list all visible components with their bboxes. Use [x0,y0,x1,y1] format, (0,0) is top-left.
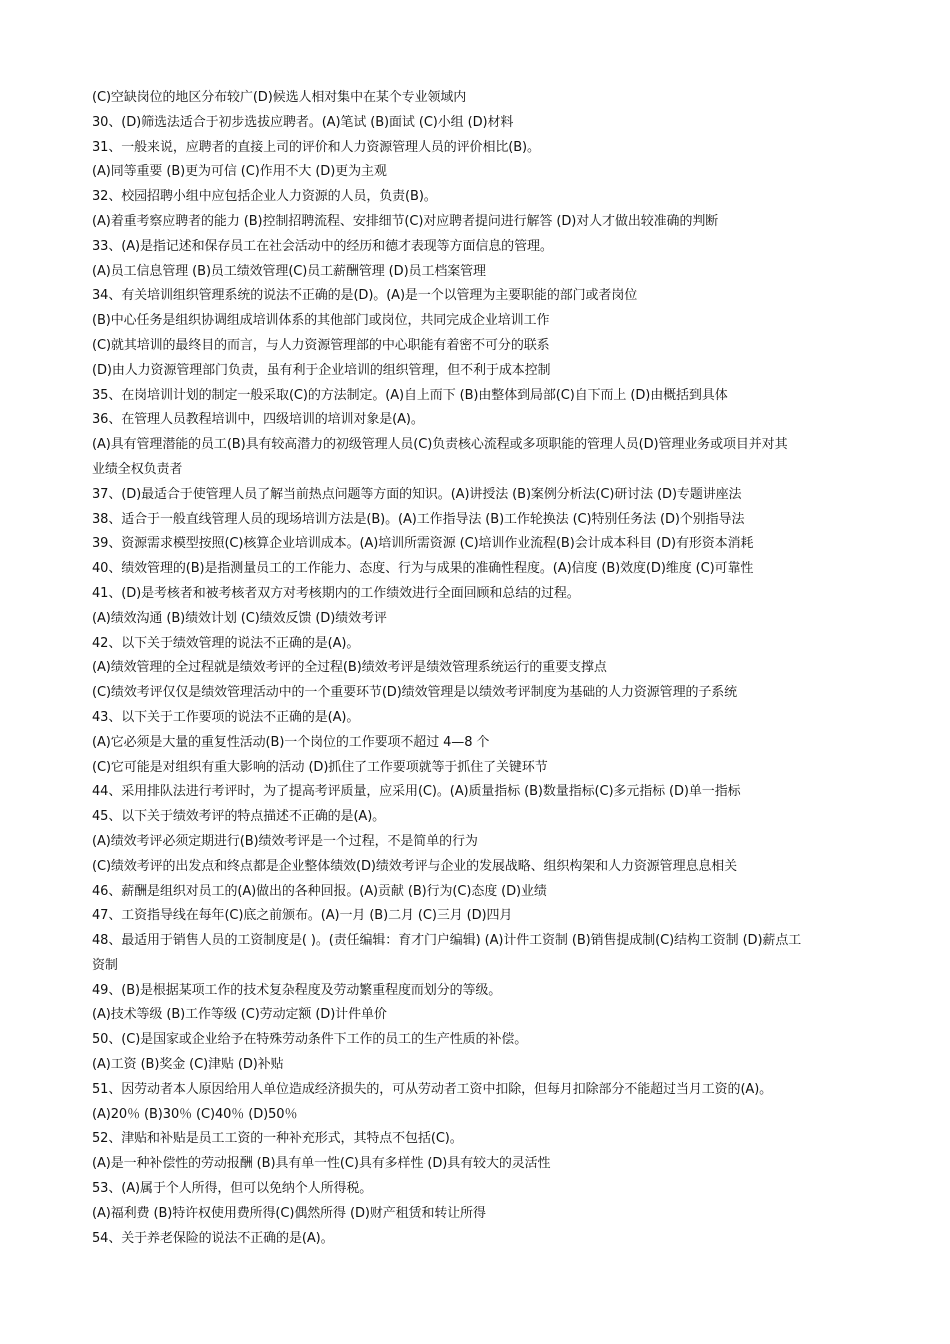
text-line: (B)中心任务是组织协调组成培训体系的其他部门或岗位，共同完成企业培训工作 [92,313,550,329]
text-line: (A)它必须是大量的重复性活动(B)一个岗位的工作要项不超过 4—8 个 [92,734,490,750]
document-page [92,86,882,1251]
text-line: (A)福利费 (B)特许权使用费所得(C)偶然所得 (D)财产租赁和转让所得 [92,1205,486,1221]
text-line: 48、最适用于销售人员的工资制度是( )。(责任编辑：育才门户编辑) (A)计件工资制 (B)销售提成制(C)结构工资制 (D)薪点工 [92,933,802,949]
text-line: 36、在管理人员教程培训中，四级培训的培训对象是(A)。 [92,412,424,428]
text-line: 34、有关培训组织管理系统的说法不正确的是(D)。(A)是一个以管理为主要职能的部门或者岗位 [92,288,638,304]
text-line: 31、一般来说，应聘者的直接上司的评价和人力资源管理人员的评价相比(B)。 [92,139,540,155]
text-line: 资制 [92,957,118,973]
text-line: 49、(B)是根据某项工作的技术复杂程度及劳动繁重程度而划分的等级。 [92,982,502,998]
text-line: 50、(C)是国家或企业给予在特殊劳动条件下工作的员工的生产性质的补偿。 [92,1032,528,1048]
text-line: (A)绩效考评必须定期进行(B)绩效考评是一个过程，不是简单的行为 [92,833,478,849]
text-line: (D)由人力资源管理部门负责，虽有利于企业培训的组织管理，但不利于成本控制 [92,362,551,378]
text-line: (C)空缺岗位的地区分布较广(D)候选人相对集中在某个专业领域内 [92,90,467,105]
text-line: 38、适合于一般直线管理人员的现场培训方法是(B)。(A)工作指导法 (B)工作轮换法 (C)特别任务法 (D)个别指导法 [92,511,745,527]
text-line: (A)着重考察应聘者的能力 (B)控制招聘流程、安排细节(C)对应聘者提问进行解答 (D)对人才做出较准确的判断 [92,213,719,229]
text-line: 30、(D)筛选法适合于初步选拔应聘者。(A)笔试 (B)面试 (C)小组 (D)材料 [92,114,514,130]
text-line: (C)它可能是对组织有重大影响的活动 (D)抓住了工作要项就等于抓住了关键环节 [92,759,548,775]
text-line: 40、绩效管理的(B)是指测量员工的工作能力、态度、行为与成果的准确性程度。(A)信度 (B)效度(D)维度 (C)可靠性 [92,561,754,577]
text-line: 33、(A)是指记述和保存员工在社会活动中的经历和德才表现等方面信息的管理。 [92,238,553,254]
text-line: (A)绩效沟通 (B)绩效计划 (C)绩效反馈 (D)绩效考评 [92,610,387,626]
text-line: (C)绩效考评仅仅是绩效管理活动中的一个重要环节(D)绩效管理是以绩效考评制度为基础的人力资源管理的子系统 [92,685,738,701]
text-line: 45、以下关于绩效考评的特点描述不正确的是(A)。 [92,809,386,825]
text-line: (C)绩效考评的出发点和终点都是企业整体绩效(D)绩效考评与企业的发展战略、组织构架和人力资源管理息息相关 [92,858,738,874]
text-line: 42、以下关于绩效管理的说法不正确的是(A)。 [92,635,360,651]
text-line: 51、因劳动者本人原因给用人单位造成经济损失的，可从劳动者工资中扣除，但每月扣除部分不能超过当月工资的(A)。 [92,1081,773,1097]
text-line: 44、采用排队法进行考评时，为了提高考评质量，应采用(C)。(A)质量指标 (B)数量指标(C)多元指标 (D)单一指标 [92,784,741,800]
text-line: (A)绩效管理的全过程就是绩效考评的全过程(B)绩效考评是绩效管理系统运行的重要支撑点 [92,660,607,676]
text-line: (A)员工信息管理 (B)员工绩效管理(C)员工薪酬管理 (D)员工档案管理 [92,263,486,279]
text-line: 37、(D)最适合于使管理人员了解当前热点问题等方面的知识。(A)讲授法 (B)案例分析法(C)研讨法 (D)专题讲座法 [92,486,742,502]
text-line: 32、校园招聘小组中应包括企业人力资源的人员，负责(B)。 [92,189,437,205]
text-line: 41、(D)是考核者和被考核者双方对考核期内的工作绩效进行全面回顾和总结的过程。 [92,585,580,601]
text-line: 43、以下关于工作要项的说法不正确的是(A)。 [92,709,360,725]
text-line: 35、在岗培训计划的制定一般采取(C)的方法制定。(A)自上而下 (B)由整体到局部(C)自下而上 (D)由概括到具体 [92,387,728,403]
text-line: 54、关于养老保险的说法不正确的是(A)。 [92,1230,334,1246]
text-line: 53、(A)属于个人所得，但可以免纳个人所得税。 [92,1181,373,1197]
text-line: (A)是一种补偿性的劳动报酬 (B)具有单一性(C)具有多样性 (D)具有较大的灵活性 [92,1156,551,1172]
text-line: (A)20％ (B)30％ (C)40％ (D)50％ [92,1106,298,1122]
text-line: 47、工资指导线在每年(C)底之前颁布。(A)一月 (B)二月 (C)三月 (D)四月 [92,908,513,924]
text-line: 39、资源需求模型按照(C)核算企业培训成本。(A)培训所需资源 (C)培训作业流程(B)会计成本科目 (D)有形资本消耗 [92,536,754,552]
text-line: 业绩全权负责者 [92,461,183,477]
text-line: (A)同等重要 (B)更为可信 (C)作用不大 (D)更为主观 [92,164,387,180]
text-line: (C)就其培训的最终目的而言，与人力资源管理部的中心职能有着密不可分的联系 [92,337,550,353]
text-line: (A)工资 (B)奖金 (C)津贴 (D)补贴 [92,1057,284,1073]
text-line: 46、薪酬是组织对员工的(A)做出的各种回报。(A)贡献 (B)行为(C)态度 (D)业绩 [92,883,547,899]
text-line: 52、津贴和补贴是员工工资的一种补充形式，其特点不包括(C)。 [92,1131,463,1147]
text-line: (A)技术等级 (B)工作等级 (C)劳动定额 (D)计件单价 [92,1007,387,1023]
text-line: (A)具有管理潜能的员工(B)具有较高潜力的初级管理人员(C)负责核心流程或多项职能的管理人员(D)管理业务或项目并对其 [92,437,788,453]
